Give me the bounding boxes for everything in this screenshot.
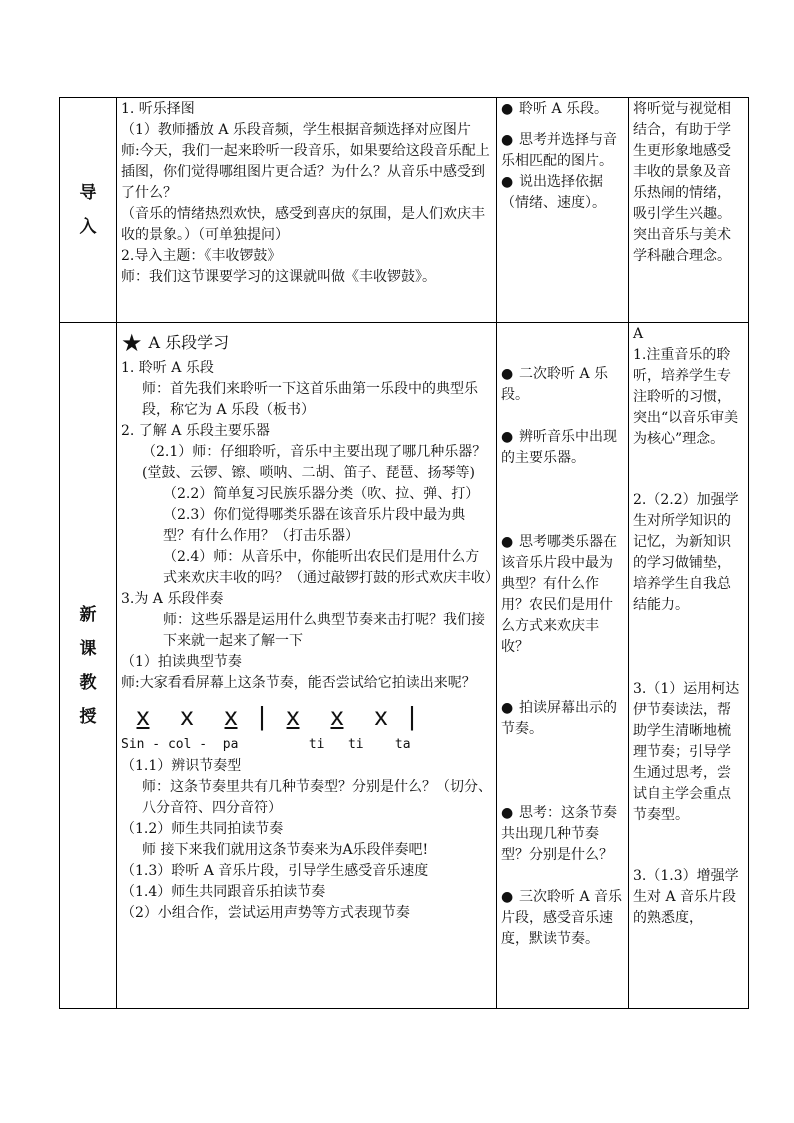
intent-text: 2.（2.2）加强学生对所学知识的记忆，为新知识的学习做铺垫，培养学生自我总结能力。 [633, 492, 739, 613]
bullet-text: 思考并选择与音乐相匹配的图片。 [501, 132, 617, 169]
content-line: （1.4）师生共同跟音乐拍读节奏 [121, 884, 326, 900]
content-line: （音乐的情绪热烈欢快，感受到喜庆的氛围，是人们欢庆丰收的景象。）（可单独提问） [121, 206, 485, 243]
content-line: （1）拍读典型节奏 [121, 654, 242, 670]
bullet-item [501, 427, 624, 469]
bullet-text: 思考哪类乐器在该音乐片段中最为典型？有什么作用？农民们是用什么方式来欢庆丰收？ [501, 534, 617, 655]
bullet-item [501, 803, 624, 866]
rhythm-notation [121, 698, 492, 734]
intent-text: 3.（1）运用柯达伊节奏读法，帮助学生清晰地梳理节奏；引导学生通过思考，尝试自主学会重点节奏型。 [633, 681, 740, 823]
bullet-icon: ● [501, 805, 514, 821]
content-line: 2. 了解 A 乐段主要乐器 [121, 423, 270, 439]
rhythm-beat: x [136, 701, 150, 731]
student-activity-cell [497, 323, 629, 1009]
star-icon: ★ [121, 329, 143, 357]
content-line: （1.1）辨识节奏型 [121, 758, 242, 774]
content-line: 师：这些乐器是运用什么典型节奏来击打呢？我们接下来就一起来了解一下 [163, 612, 485, 649]
rhythm-syllables: Sin - col - pa ti ti ta [121, 737, 411, 752]
content-line: 师：这条节奏里共有几种节奏型？分别是什么？（切分、八分音符、四分音符） [142, 779, 492, 816]
bullet-icon: ● [501, 101, 514, 117]
content-line: 师:今天，我们一起来聆听一段音乐，如果要给这段音乐配上插图，你们觉得哪组图片更合适？为什么？从音乐中感受到了什么？ [121, 143, 490, 201]
bullet-icon: ● [501, 429, 514, 445]
bullet-icon: ● [501, 174, 514, 190]
bullet-item [501, 698, 624, 740]
bullet-item [501, 364, 624, 406]
bullet-text: 辨听音乐中出现的主要乐器。 [501, 429, 617, 466]
intent-text: A [633, 326, 644, 342]
bullet-text: 思考：这条节奏共出现几种节奏型？分别是什么？ [501, 805, 617, 863]
bullet-item [501, 887, 624, 950]
content-line: 3.为 A 乐段伴奏 [121, 591, 224, 607]
bullet-item [501, 172, 624, 214]
intent-text: 将听觉与视觉相结合，有助于学生更形象地感受丰收的景象及音乐热闹的情绪，吸引学生兴趣。突出音乐与美术学科融合理念。 [633, 101, 731, 264]
content-line: 1. 聆听 A 乐段 [121, 360, 214, 376]
section-char: 导 [79, 183, 97, 203]
content-line: （1.3）聆听 A 音乐片段，引导学生感受音乐速度 [121, 863, 429, 879]
content-line: 2.导入主题：《丰收锣鼓》 [121, 248, 282, 264]
bullet-text: 聆听 A 乐段。 [519, 101, 609, 117]
part-heading-text: A 乐段学习 [148, 333, 230, 352]
bar-line: | [258, 701, 266, 731]
bullet-icon: ● [501, 700, 514, 716]
design-intent-cell [629, 98, 749, 323]
rhythm-beat: x [180, 701, 194, 731]
rhythm-beat: x [330, 701, 344, 731]
intent-text: 3.（1.3）增强学生对 A 音乐片段的熟悉度， [633, 868, 739, 926]
bullet-icon: ● [501, 132, 514, 148]
bullet-item [501, 532, 624, 658]
intent-text: 1.注重音乐的聆听，培养学生专注聆听的习惯，突出“以音乐审美为核心”理念。 [633, 347, 739, 447]
section-char: 课 [79, 638, 97, 659]
section-char: 教 [79, 672, 97, 693]
content-line: （1.2）师生共同拍读节奏 [121, 821, 284, 837]
content-line: 师：首先我们来聆听一下这首乐曲第一乐段中的典型乐段，称它为 A 乐段（板书） [142, 381, 478, 418]
content-line: 师：我们这节课要学习的这课就叫做《丰收锣鼓》。 [121, 269, 436, 285]
content-line: （2.4）师：从音乐中，你能听出农民们是用什么方式来欢庆丰收的吗？（通过敲锣打鼓的形式欢庆丰收） [163, 549, 499, 586]
content-line: （2.2）简单复习民族乐器分类（吹、拉、弹、打） [163, 486, 480, 502]
lesson-plan-table [59, 97, 749, 1009]
table-row-new-lesson [60, 323, 749, 1009]
rhythm-beat: x [286, 701, 300, 731]
content-line: 1. 听乐择图 [121, 101, 195, 117]
bullet-icon: ● [501, 889, 514, 905]
rhythm-beat: x [374, 701, 388, 731]
section-char: 新 [79, 604, 97, 625]
rhythm-beat: x [224, 701, 238, 731]
bullet-icon: ● [501, 366, 514, 382]
teacher-activity-cell [117, 98, 497, 323]
content-line: （1）教师播放 A 乐段音频，学生根据音频选择对应图片 [121, 122, 471, 138]
bullet-text: 说出选择依据（情绪、速度）。 [501, 174, 606, 211]
design-intent-cell [629, 323, 749, 1009]
bullet-text: 拍读屏幕出示的节奏。 [501, 700, 617, 737]
section-char: 入 [79, 217, 97, 237]
table-row-intro [60, 98, 749, 323]
bullet-text: 三次聆听 A 音乐片段，感受音乐速度，默读节奏。 [501, 889, 623, 947]
bullet-icon: ● [501, 534, 514, 550]
content-line: （2.1）师：仔细聆听，音乐中主要出现了哪几种乐器？(堂鼓、云锣、镲、唢呐、二胡、笛子、琵琶、扬琴等) [142, 444, 487, 481]
content-line: 师:大家看看屏幕上这条节奏，能否尝试给它拍读出来呢？ [121, 675, 476, 691]
section-cell-intro [60, 98, 117, 323]
section-char: 授 [79, 706, 97, 727]
content-line: 师 接下来我们就用这条节奏来为A乐段伴奏吧! [142, 842, 429, 858]
bullet-item [501, 130, 624, 172]
bullet-text: 二次聆听 A 乐段。 [501, 366, 609, 403]
teacher-activity-cell [117, 323, 497, 1009]
section-cell-new-lesson [60, 323, 117, 1009]
bullet-item [501, 99, 624, 120]
content-line: （2）小组合作，尝试运用声势等方式表现节奏 [121, 905, 410, 921]
content-line: （2.3）你们觉得哪类乐器在该音乐片段中最为典型？有什么作用？（打击乐器） [163, 507, 466, 544]
student-activity-cell [497, 98, 629, 323]
bar-line: | [408, 701, 416, 731]
part-heading [121, 328, 492, 358]
